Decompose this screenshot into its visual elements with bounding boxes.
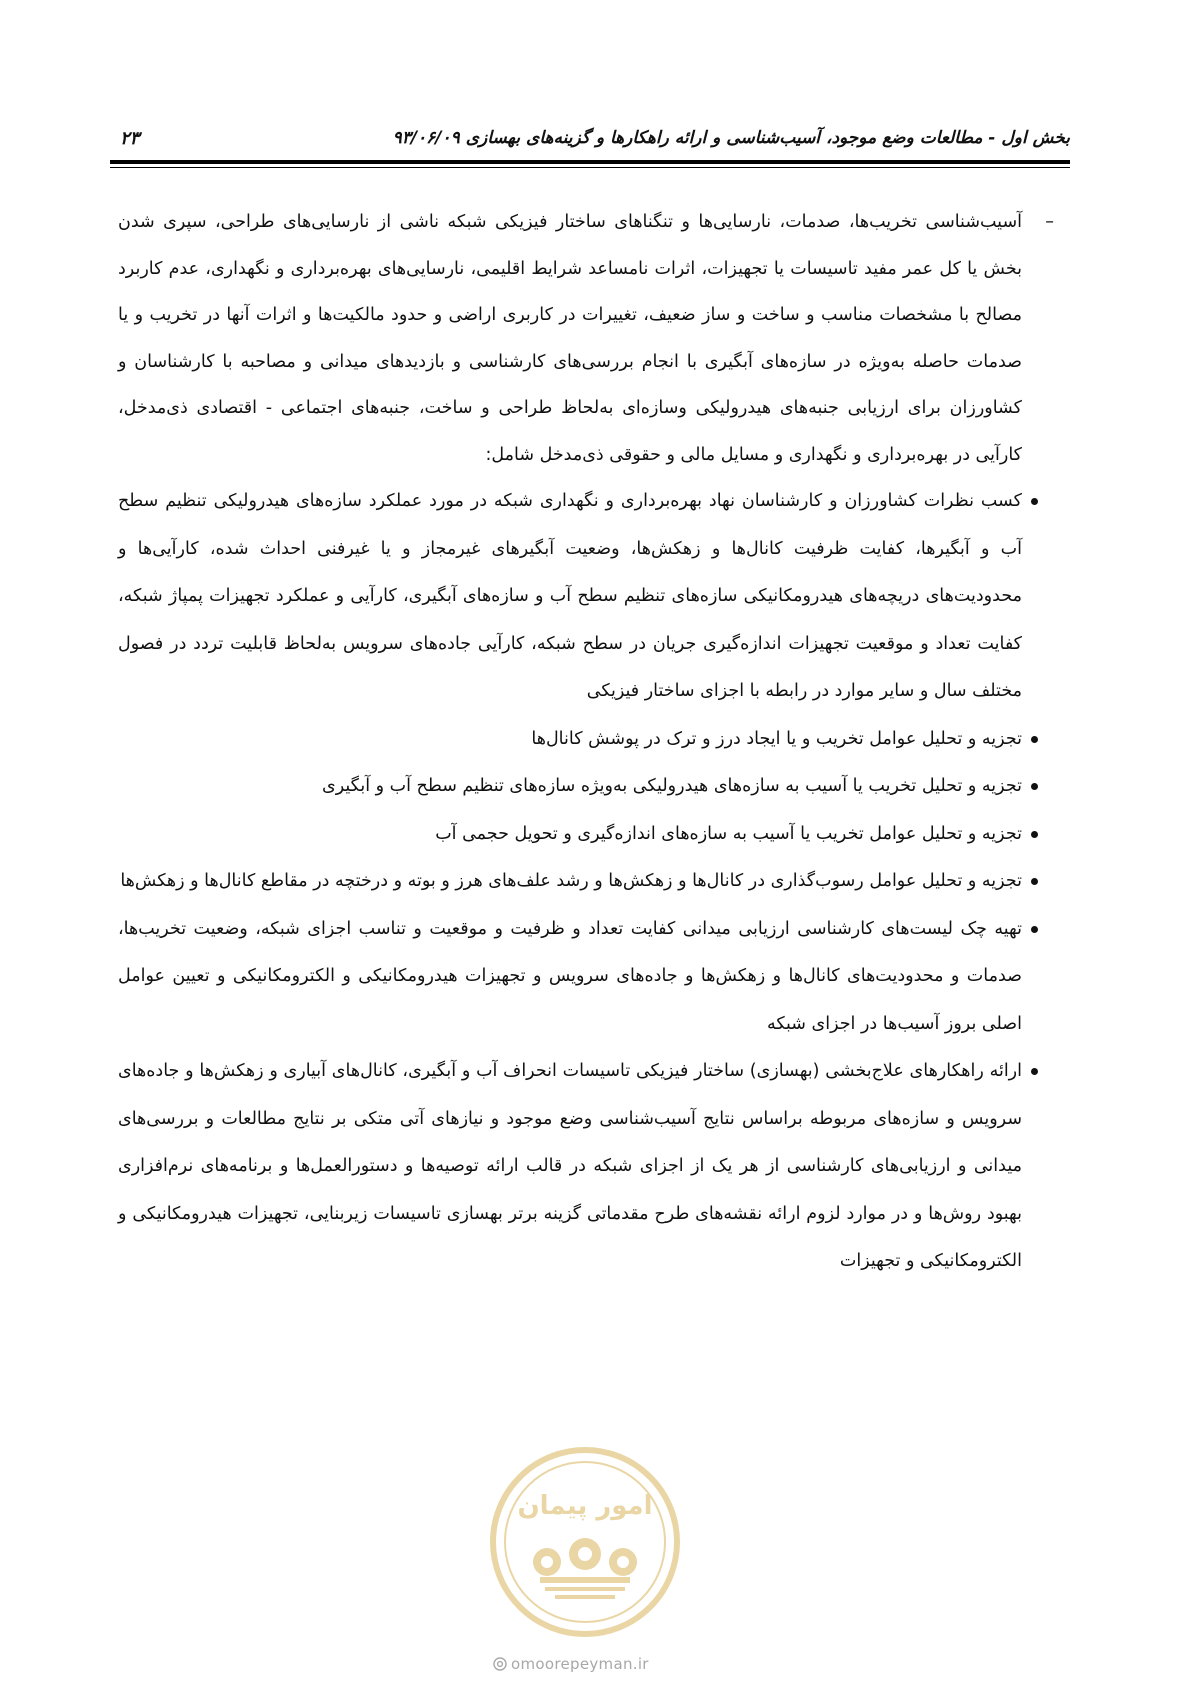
- bullet-icon: [1031, 878, 1038, 885]
- bullet-icon: [1031, 498, 1038, 505]
- dash-marker: –: [1045, 212, 1054, 232]
- bullet-text: ارائه راهکارهای علاج‌بخشی (بهسازی) ساختار فیزیکی تاسیسات انحراف آب و آبگیری، کانال‌های آبیاری و زهکش‌ها و جاده‌های سرویس و سازه‌های مربوطه براساس نتایج آسیب‌شناسی وضع موجود و نیازهای آتی متکی بر نتایج مطالعات و بررسی‌های میدانی و ارزیابی‌های کارشناسی از هر یک از اجزای شبکه در قالب ارائه توصیه‌ها و دستورالعمل‌ها و برنامه‌های نرم‌افزاری بهبود روش‌ها و در موارد لزوم ارائه نقشه‌های طرح مقدماتی گزینه برتر بهسازی تاسیسات زیربنایی، تجهیزات هیدرومکانیکی و الکترومکانیکی و تجهیزات: [118, 1061, 1022, 1271]
- intro-text: آسیب‌شناسی تخریب‌ها، صدمات، نارسایی‌ها و تنگناهای ساختار فیزیکی شبکه ناشی از نارسایی‌های طراحی، سپری شدن بخش یا کل عمر مفید تاسیسات یا تجهیزات، اثرات نامساعد شرایط اقلیمی، نارسایی‌های بهره‌برداری و نگهداری، عدم کاربرد مصالح با مشخصات مناسب و ساخت و ساز ضعیف، تغییرات در کاربری اراضی و حدود مالکیت‌ها و اثرات آنها در تخریب و یا صدمات حاصله به‌ویژه در سازه‌های آبگیری با انجام بررسی‌های کارشناسی و بازدیدهای میدانی و مصاحبه با کارشناسان و کشاورزان برای ارزیابی جنبه‌های هیدرولیکی وسازه‌ای به‌لحاظ طراحی و ساخت، جنبه‌های اجتماعی - اقتصادی ذی‌مدخل، کارآیی در بهره‌برداری و نگهداری و مسایل مالی و حقوقی ذی‌مدخل شامل:: [118, 212, 1022, 465]
- bullet-list: [118, 478, 1062, 1286]
- bullet-item: [118, 858, 1062, 906]
- bullet-text: تجزیه و تحلیل تخریب یا آسیب به سازه‌های هیدرولیکی به‌ویژه سازه‌های تنظیم سطح آب و آبگیری: [322, 776, 1022, 796]
- seal-emblem-icon: [485, 1442, 685, 1642]
- bullet-item: [118, 1048, 1062, 1286]
- bullet-text: تجزیه و تحلیل عوامل رسوب‌گذاری در کانال‌ها و زهکش‌ها و رشد علف‌های هرز و بوته و درختچه در مقاطع کانال‌ها و زهکش‌ها: [120, 871, 1022, 891]
- bullet-text: تجزیه و تحلیل عوامل تخریب و یا ایجاد درز و ترک در پوشش کانال‌ها: [531, 728, 1022, 749]
- bullet-icon: [1031, 1068, 1038, 1075]
- bullet-item: [118, 906, 1062, 1049]
- bullet-icon: [1031, 783, 1038, 790]
- watermark-seal: [485, 1442, 685, 1642]
- page-number: ۲۳: [120, 128, 140, 149]
- bullet-icon: [1031, 736, 1038, 743]
- bullet-icon: [1031, 831, 1038, 838]
- watermark-brand: امور پیمان: [517, 1491, 653, 1521]
- page-body: [118, 210, 1062, 1286]
- bullet-item: [118, 478, 1062, 716]
- intro-paragraph: [118, 199, 1062, 478]
- at-sign-icon: [493, 1657, 507, 1671]
- bullet-item: [118, 716, 1062, 764]
- url-text: omoorepeyman.ir: [511, 1655, 649, 1673]
- bullet-text: کسب نظرات کشاورزان و کارشناسان نهاد بهره‌برداری و نگهداری شبکه در مورد عملکرد سازه‌های هیدرولیکی تنظیم سطح آب و آبگیرها، کفایت ظرفیت کانال‌ها و زهکش‌ها، وضعیت آبگیرهای غیرمجاز و یا غیرفنی احداث شده، کارآیی‌ها و محدودیت‌های دریچه‌های هیدرومکانیکی سازه‌های تنظیم سطح آب و سازه‌های آبگیری، کارآیی و عملکرد تجهیزات پمپاژ شبکه، کفایت تعداد و موقعیت تجهیزات اندازه‌گیری جریان در سطح شبکه، کارآیی جاده‌های سرویس به‌لحاظ قابلیت تردد در فصول مختلف سال و سایر موارد در رابطه با اجزای ساختار فیزیکی: [118, 491, 1022, 701]
- running-title: بخش اول - مطالعات وضع موجود، آسیب‌شناسی و ارائه راهکارها و گزینه‌های بهسازی ۹۳/۰۶/۰۹: [392, 128, 1070, 148]
- watermark-url: [493, 1655, 649, 1673]
- bullet-text: تجزیه و تحلیل عوامل تخریب یا آسیب به سازه‌های اندازه‌گیری و تحویل حجمی آب: [435, 823, 1022, 844]
- bullet-text: تهیه چک لیست‌های کارشناسی ارزیابی میدانی کفایت تعداد و ظرفیت و موقعیت و تناسب اجزای شبکه، وضعیت تخریب‌ها، صدمات و محدودیت‌های کانال‌ها و زهکش‌ها و جاده‌های سرویس و تجهیزات هیدرومکانیکی و الکترومکانیکی و تعیین عوامل اصلی بروز آسیب‌ها در اجزای شبکه: [118, 918, 1022, 1034]
- bullet-item: [118, 811, 1062, 859]
- header-rule-thin: [110, 167, 1070, 168]
- bullet-item: [118, 763, 1062, 811]
- page-header: [110, 128, 1070, 152]
- header-rule-thick: [110, 160, 1070, 164]
- bullet-icon: [1031, 926, 1038, 933]
